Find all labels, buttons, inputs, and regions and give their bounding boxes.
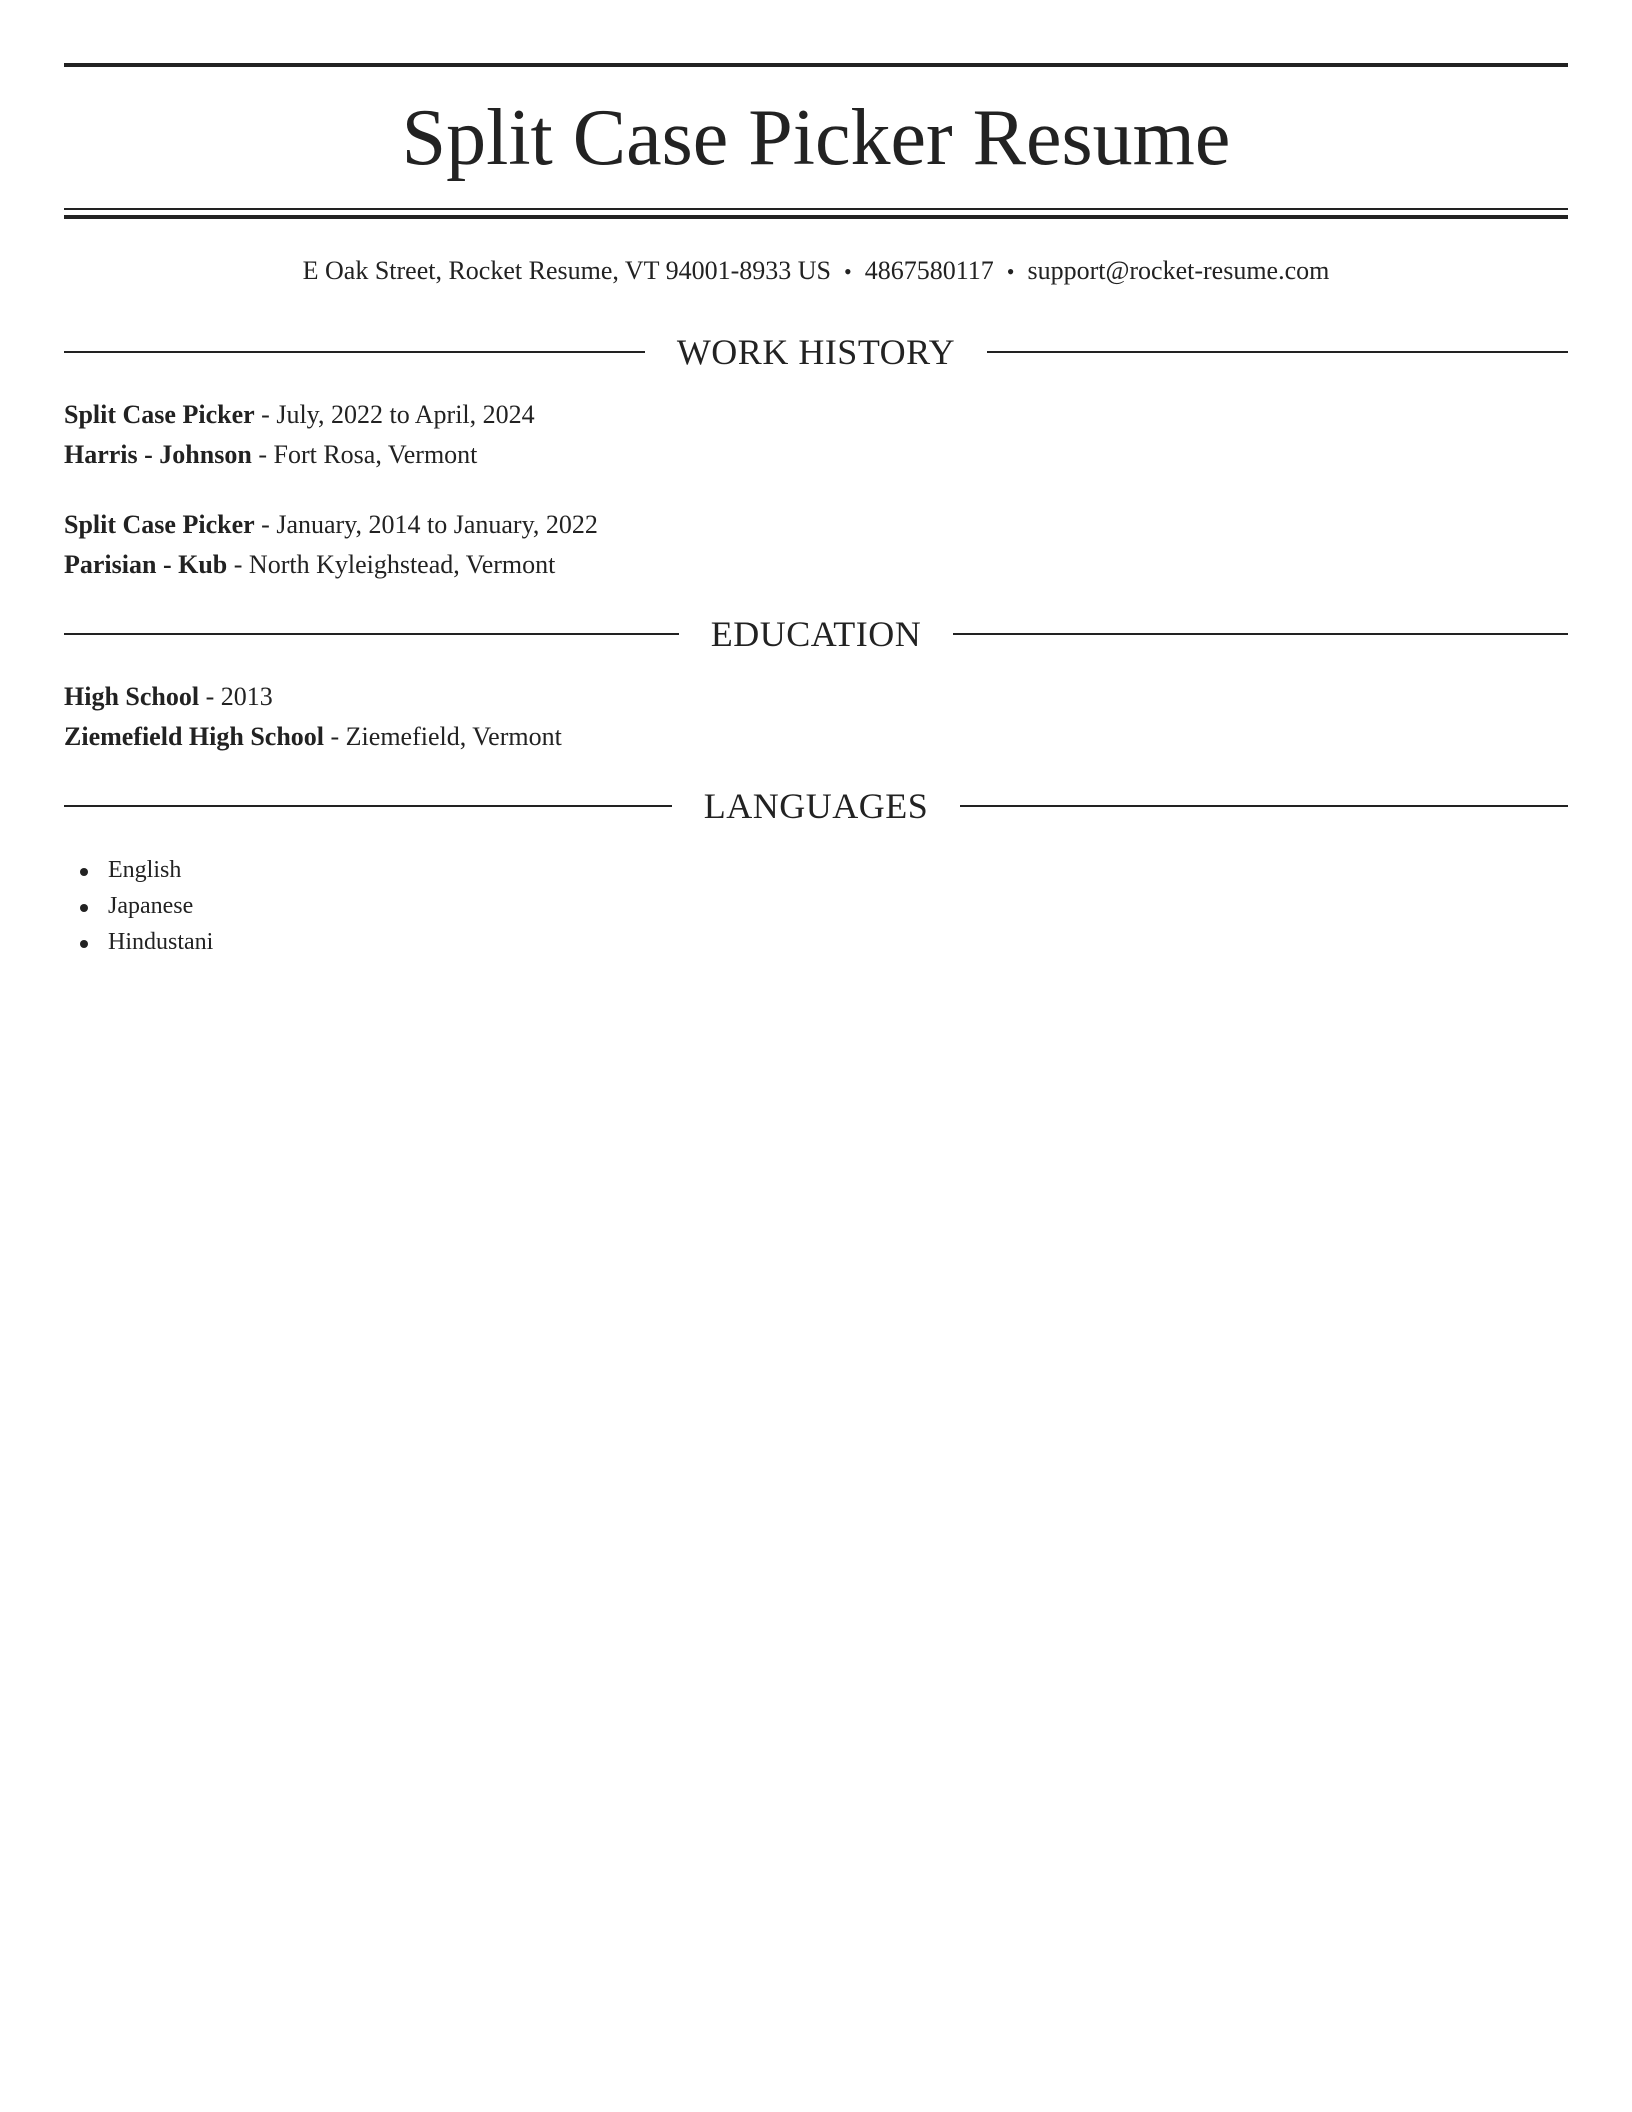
education-degree: High School bbox=[64, 682, 200, 711]
contact-phone: 4867580117 bbox=[864, 256, 994, 285]
job-location: North Kyleighstead, Vermont bbox=[248, 550, 556, 579]
dash: - bbox=[227, 550, 249, 579]
job-employer: Parisian - Kub bbox=[64, 550, 228, 579]
education-school: Ziemefield High School bbox=[64, 722, 324, 751]
language-item: Japanese bbox=[64, 888, 213, 924]
education-entry bbox=[64, 677, 1568, 757]
language-item: Hindustani bbox=[64, 924, 213, 960]
job-title-line bbox=[64, 505, 1568, 545]
section-title: LANGUAGES bbox=[703, 786, 929, 826]
section-heading-work-history bbox=[64, 328, 1568, 376]
job-title: Split Case Picker bbox=[64, 400, 255, 429]
heading-rule-right bbox=[987, 351, 1568, 353]
section-heading-languages bbox=[64, 782, 1568, 830]
language-item: English bbox=[64, 852, 213, 888]
job-entry bbox=[64, 395, 1568, 475]
contact-separator: • bbox=[844, 259, 852, 284]
section-title: WORK HISTORY bbox=[676, 332, 956, 372]
contact-address: E Oak Street, Rocket Resume, VT 94001-8933 US bbox=[302, 256, 831, 285]
job-employer-line bbox=[64, 545, 1568, 585]
education-year: 2013 bbox=[220, 682, 273, 711]
contact-line bbox=[64, 253, 1568, 290]
heading-rule-right bbox=[953, 633, 1568, 635]
job-entry bbox=[64, 505, 1568, 585]
title-rule-thin bbox=[64, 208, 1568, 210]
contact-email: support@rocket-resume.com bbox=[1027, 256, 1330, 285]
education-school-line bbox=[64, 717, 1568, 757]
job-dates: July, 2022 to April, 2024 bbox=[276, 400, 535, 429]
section-heading-education bbox=[64, 610, 1568, 658]
dash: - bbox=[251, 440, 274, 469]
contact-separator: • bbox=[1006, 259, 1015, 284]
job-employer: Harris - Johnson bbox=[64, 440, 252, 469]
job-title-line bbox=[64, 395, 1568, 435]
title-rule-thick bbox=[64, 215, 1568, 219]
heading-rule-right bbox=[960, 805, 1568, 807]
heading-rule-left bbox=[64, 351, 645, 353]
heading-rule-left bbox=[64, 805, 672, 807]
dash: - bbox=[199, 682, 221, 711]
job-location: Fort Rosa, Vermont bbox=[273, 440, 478, 469]
heading-rule-left bbox=[64, 633, 679, 635]
job-dates: January, 2014 to January, 2022 bbox=[276, 510, 598, 539]
dash: - bbox=[254, 510, 277, 539]
job-employer-line bbox=[64, 435, 1568, 475]
section-title: EDUCATION bbox=[710, 614, 922, 654]
languages-list bbox=[64, 852, 213, 960]
top-rule bbox=[64, 63, 1568, 67]
dash: - bbox=[254, 400, 277, 429]
job-title: Split Case Picker bbox=[64, 510, 255, 539]
dash: - bbox=[324, 722, 346, 751]
education-location: Ziemefield, Vermont bbox=[345, 722, 562, 751]
education-degree-line bbox=[64, 677, 1568, 717]
resume-title: Split Case Picker Resume bbox=[401, 94, 1231, 182]
